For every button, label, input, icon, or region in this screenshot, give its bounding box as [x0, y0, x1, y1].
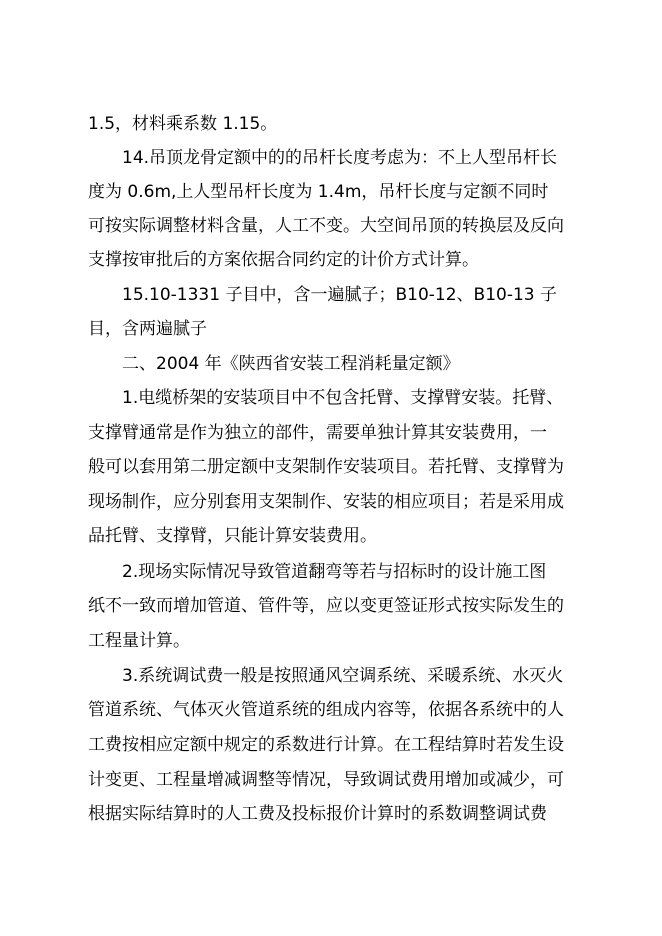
- text-line: 工费按相应定额中规定的系数进行计算。在工程结算时若发生设: [88, 735, 564, 755]
- text-line: 目，含两遍腻子: [88, 319, 207, 339]
- text-line: 可按实际调整材料含量，人工不变。大空间吊顶的转换层及反向: [88, 216, 564, 236]
- text-line: 度为 0.6m,上人型吊杆长度为 1.4m，吊杆长度与定额不同时: [88, 182, 549, 202]
- section-heading: 二、2004 年《陕西省安装工程消耗量定额》: [122, 354, 460, 374]
- text-line: 现场制作，应分别套用支架制作、安装的相应项目；若是采用成: [88, 492, 564, 512]
- text-line: 2.现场实际情况导致管道翻弯等若与招标时的设计施工图: [122, 562, 547, 582]
- text-line: 品托臂、支撑臂，只能计算安装费用。: [88, 526, 377, 546]
- text-line: 支撑按审批后的方案依据合同约定的计价方式计算。: [88, 250, 479, 270]
- text-line: 15.10-1331 子目中，含一遍腻子；B10-12、B10-13 子: [122, 285, 557, 305]
- text-line: 工程量计算。: [88, 631, 190, 651]
- text-line: 1.5，材料乘系数 1.15。: [88, 114, 278, 134]
- text-line: 管道系统、气体灭火管道系统的组成内容等，依据各系统中的人: [88, 700, 564, 720]
- text-line: 3.系统调试费一般是按照通风空调系统、采暖系统、水灭火: [122, 666, 564, 686]
- text-line: 般可以套用第二册定额中支架制作安装项目。若托臂、支撑臂为: [88, 457, 564, 477]
- text-line: 支撑臂通常是作为独立的部件，需要单独计算其安装费用，一: [88, 423, 547, 443]
- text-line: 计变更、工程量增减调整等情况，导致调试费用增加或减少，可: [88, 770, 564, 790]
- text-line: 根据实际结算时的人工费及投标报价计算时的系数调整调试费: [88, 804, 547, 824]
- text-line: 1.电缆桥架的安装项目中不包含托臂、支撑臂安装。托臂、: [122, 388, 564, 408]
- text-line: 纸不一致而增加管道、管件等，应以变更签证形式按实际发生的: [88, 596, 564, 616]
- text-line: 14.吊顶龙骨定额中的的吊杆长度考虑为：不上人型吊杆长: [122, 148, 558, 168]
